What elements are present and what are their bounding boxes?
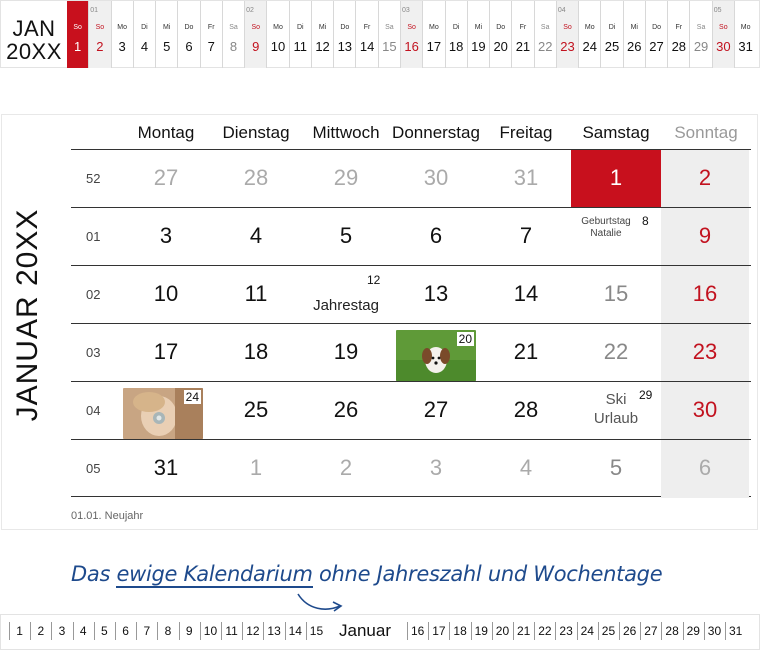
strip-day — [712, 1, 734, 68]
bottom-strip-separator — [534, 622, 535, 640]
strip-date: 1 — [74, 39, 82, 54]
strip-day — [133, 1, 155, 68]
strip-day — [200, 1, 222, 68]
day-number: 9 — [698, 223, 712, 248]
day-number: 14 — [513, 281, 539, 306]
bottom-strip-separator — [577, 622, 578, 640]
day-number: 13 — [423, 281, 449, 306]
strip-weekday: So — [563, 24, 572, 31]
strip-date: 11 — [293, 39, 308, 54]
bottom-strip-day: 18 — [453, 624, 467, 638]
strip-weekday: Fr — [675, 24, 683, 31]
day-number: 5 — [339, 223, 353, 248]
strip-date: 21 — [515, 39, 531, 54]
strip-weekday: Fr — [363, 24, 371, 31]
bottom-strip-separator — [471, 622, 472, 640]
day-cell — [481, 150, 571, 208]
strip-day — [111, 1, 133, 68]
day-cell — [391, 150, 481, 208]
day-number: 29 — [333, 165, 359, 190]
bottom-strip-day: 17 — [432, 624, 446, 638]
day-number: 16 — [692, 281, 718, 306]
day-cell — [661, 208, 749, 266]
week-row — [71, 149, 751, 207]
strip-day — [289, 1, 311, 68]
day-cell — [211, 266, 301, 324]
strip-day — [266, 1, 288, 68]
week-number: 01 — [86, 229, 101, 244]
strip-weekday: So — [251, 24, 261, 31]
strip-weekday: So — [407, 24, 416, 31]
strip-date: 16 — [404, 39, 419, 54]
day-cell — [211, 150, 301, 208]
strip-weekday: Mo — [584, 24, 595, 31]
weekday-header: Dienstag — [222, 123, 290, 142]
strip-date: 15 — [382, 39, 397, 54]
day-number: 7 — [519, 223, 533, 248]
month-calendar — [1, 114, 758, 530]
bottom-strip-separator — [704, 622, 705, 640]
bottom-strip-separator — [115, 622, 116, 640]
strip-date: 24 — [582, 39, 597, 54]
strip-weekday: Mo — [117, 24, 128, 31]
strip-weekday: Sa — [385, 24, 394, 31]
bottom-strip-day: 10 — [203, 624, 218, 638]
weekday-header: Sonntag — [674, 123, 738, 142]
bottom-strip-day: 9 — [185, 624, 193, 638]
bottom-strip-separator — [94, 622, 95, 640]
day-cell — [661, 324, 749, 382]
bottom-strip-day: 21 — [517, 624, 531, 638]
bottom-strip-separator — [157, 622, 158, 640]
bottom-strip-separator — [598, 622, 599, 640]
day-number: 4 — [519, 455, 533, 480]
caption-pre: Das — [71, 562, 117, 586]
caption-post: ohne Jahreszahl und Wochentage — [312, 562, 663, 586]
bottom-strip-day: 27 — [644, 624, 658, 638]
strip-day — [155, 1, 177, 68]
bottom-strip-day: 30 — [707, 624, 722, 638]
week-row — [71, 207, 751, 265]
day-cell — [211, 440, 301, 498]
bottom-strip-day: 25 — [601, 624, 616, 638]
strip-weekday: Sa — [229, 24, 238, 31]
strip-weekday: Do — [496, 24, 506, 31]
day-cell — [301, 150, 391, 208]
day-cell — [391, 208, 481, 266]
strip-weekday: Sa — [696, 24, 706, 31]
strip-weekday: Mi — [318, 24, 327, 31]
strip-day — [355, 1, 377, 68]
bottom-strip-separator — [725, 622, 726, 640]
day-cell — [661, 266, 749, 324]
weekday-header: Freitag — [499, 123, 553, 142]
day-number: 21 — [513, 339, 539, 364]
strip-date: 17 — [426, 39, 442, 54]
weekday-header: Montag — [137, 123, 195, 142]
strip-day — [333, 1, 355, 68]
birthday-note — [571, 216, 641, 240]
strip-date: 7 — [207, 39, 215, 54]
bottom-strip-separator — [285, 622, 286, 640]
calendar-grid — [71, 149, 751, 501]
strip-weekday: Do — [652, 24, 662, 31]
strip-day — [734, 1, 756, 68]
week-number: 05 — [86, 461, 101, 476]
strip-date: 2 — [96, 39, 104, 54]
bottom-strip-day: 15 — [309, 624, 324, 638]
strip-weekday: Mi — [630, 24, 638, 31]
day-cell — [571, 440, 661, 498]
strip-date: 12 — [315, 39, 330, 54]
bottom-strip-day: 1 — [16, 624, 23, 638]
strip-day — [600, 1, 622, 68]
day-number: 18 — [243, 339, 269, 364]
bottom-strip-separator — [179, 622, 180, 640]
bottom-strip-day: 31 — [729, 624, 743, 638]
week-row — [71, 439, 751, 497]
week-row — [71, 323, 751, 381]
strip-date: 22 — [537, 39, 553, 54]
day-number: 19 — [333, 339, 359, 364]
strip-day — [623, 1, 645, 68]
day-cell — [481, 266, 571, 324]
dog-photo-day: 20 — [458, 332, 472, 346]
day-cell — [301, 440, 391, 498]
day-number: 31 — [513, 165, 539, 190]
day-number: 6 — [698, 455, 712, 480]
strip-weekday: So — [95, 24, 105, 31]
day-cell — [391, 382, 481, 440]
arrow-icon — [296, 592, 346, 616]
day-cell — [661, 440, 749, 498]
holiday-footnote: 01.01. Neujahr — [71, 510, 144, 522]
calendar-title: JANUAR 20XX — [11, 208, 44, 422]
month-strip — [0, 0, 760, 68]
day-cell — [571, 324, 661, 382]
strip-date: 28 — [671, 39, 687, 54]
strip-week-number: 04 — [557, 7, 566, 14]
strip-day — [534, 1, 556, 68]
bottom-strip-day: 20 — [495, 624, 510, 638]
strip-day — [244, 1, 266, 68]
bottom-strip-separator — [30, 622, 31, 640]
ski-line2: Urlaub — [593, 410, 639, 427]
day-cell — [661, 150, 749, 208]
strip-weekday: Mo — [740, 24, 751, 31]
day-number: 28 — [513, 397, 539, 422]
bottom-strip-separator — [200, 622, 201, 640]
anniversary-day: 12 — [367, 273, 381, 287]
ski-day: 29 — [639, 388, 653, 402]
bottom-strip-day: 22 — [538, 624, 552, 638]
strip-weekday: So — [719, 24, 728, 31]
strip-day — [445, 1, 467, 68]
day-cell — [211, 324, 301, 382]
strip-week-number: 05 — [713, 7, 722, 14]
strip-date: 10 — [270, 39, 286, 54]
bottom-strip-separator — [492, 622, 493, 640]
day-number: 3 — [159, 223, 173, 248]
bottom-strip-day: 11 — [225, 624, 238, 638]
bottom-strip-day: 29 — [686, 624, 700, 638]
bottom-strip-separator — [263, 622, 264, 640]
day-cell — [301, 382, 391, 440]
strip-day — [578, 1, 600, 68]
day-cell — [121, 208, 211, 266]
day-number: 11 — [244, 281, 268, 306]
day-number: 6 — [429, 223, 443, 248]
day-number: 10 — [153, 281, 179, 306]
bottom-strip-day: 7 — [143, 624, 151, 638]
child-photo-day: 24 — [185, 390, 199, 404]
bottom-strip-separator — [407, 622, 408, 640]
bottom-strip-day: 23 — [559, 624, 573, 638]
strip-day — [422, 1, 444, 68]
day-cell — [481, 324, 571, 382]
bottom-strip-day: 14 — [288, 624, 302, 638]
bottom-strip-separator — [242, 622, 243, 640]
strip-label — [5, 17, 63, 63]
weekday-header: Samstag — [582, 123, 650, 142]
strip-day — [467, 1, 489, 68]
day-cell — [211, 382, 301, 440]
day-number: 31 — [153, 455, 179, 480]
bottom-strip-separator — [640, 622, 641, 640]
strip-date: 6 — [185, 39, 193, 54]
week-number: 03 — [86, 345, 101, 360]
strip-week-number: 01 — [90, 7, 99, 14]
bottom-strip-separator — [221, 622, 222, 640]
strip-day — [556, 1, 578, 68]
bottom-strip-separator — [683, 622, 684, 640]
caption-underlined: ewige Kalendarium — [116, 562, 313, 586]
day-number: 15 — [603, 281, 629, 306]
strip-date: 23 — [560, 39, 575, 54]
strip-date: 14 — [359, 39, 375, 54]
strip-day — [400, 1, 422, 68]
strip-date: 8 — [229, 39, 238, 54]
birthday-day: 8 — [642, 214, 649, 228]
strip-day — [311, 1, 333, 68]
day-cell — [391, 266, 481, 324]
week-number: 52 — [86, 171, 101, 186]
day-number: 2 — [698, 165, 712, 190]
strip-date: 29 — [693, 39, 709, 54]
bottom-strip-day: 16 — [411, 624, 425, 638]
bottom-strip-separator — [555, 622, 556, 640]
strip-day — [222, 1, 244, 68]
day-cell — [481, 208, 571, 266]
week-row — [71, 381, 751, 439]
strip-weekday: Sa — [540, 24, 550, 31]
dog-photo — [396, 330, 476, 381]
day-number: 1 — [609, 165, 623, 190]
strip-weekday: Mo — [429, 24, 439, 31]
strip-date: 4 — [140, 39, 149, 54]
week-row — [71, 265, 751, 323]
bottom-strip-day: 28 — [665, 624, 679, 638]
bottom-strip-separator — [136, 622, 137, 640]
bottom-strip-separator — [428, 622, 429, 640]
bottom-strip-separator — [513, 622, 514, 640]
strip-weekday: Di — [141, 24, 148, 31]
day-number: 27 — [423, 397, 449, 422]
bottom-strip-separator — [306, 622, 307, 640]
strip-date: 5 — [163, 39, 171, 54]
day-number: 4 — [249, 223, 263, 248]
strip-date: 30 — [716, 39, 731, 54]
strip-day — [689, 1, 711, 68]
bottom-strip-day: 19 — [474, 624, 488, 638]
ski-line1: Ski — [605, 391, 627, 408]
day-number: 2 — [339, 455, 353, 480]
day-number: 1 — [249, 455, 263, 480]
day-cell — [301, 208, 391, 266]
day-number: 5 — [609, 455, 623, 480]
strip-weekday: So — [73, 24, 82, 31]
day-cell — [121, 324, 211, 382]
anniversary-note: Jahrestag — [313, 297, 379, 314]
bottom-strip-day: 8 — [164, 624, 172, 638]
strip-weekday: Mo — [273, 24, 283, 31]
bottom-strip-day: 26 — [623, 624, 637, 638]
bottom-strip-day: 12 — [246, 624, 260, 638]
birthday-line1: Geburtstag — [581, 216, 631, 227]
weekday-header: Donnerstag — [392, 123, 480, 142]
bottom-strip-separator — [73, 622, 74, 640]
weekday-header: Mittwoch — [312, 123, 380, 142]
strip-date: 19 — [471, 39, 486, 54]
strip-weekday: Fr — [207, 24, 215, 31]
strip-weekday: Mi — [474, 24, 483, 31]
week-number: 02 — [86, 287, 101, 302]
strip-weekday: Fr — [519, 24, 527, 31]
strip-date: 13 — [337, 39, 353, 54]
day-cell — [301, 324, 391, 382]
birthday-line2: Natalie — [590, 228, 622, 239]
strip-date: 18 — [448, 39, 464, 54]
day-cell — [661, 382, 749, 440]
bottom-strip-day: 5 — [101, 624, 108, 638]
day-cell — [121, 266, 211, 324]
bottom-strip-separator — [619, 622, 620, 640]
bottom-strip-separator — [9, 622, 10, 640]
week-number: 04 — [86, 403, 101, 418]
day-number: 17 — [153, 339, 179, 364]
day-cell — [391, 440, 481, 498]
day-number: 30 — [423, 165, 449, 190]
bottom-strip-separator — [449, 622, 450, 640]
day-number: 3 — [429, 455, 443, 480]
strip-year: 20XX — [6, 39, 62, 64]
strip-day — [67, 1, 88, 68]
strip-weekday: Do — [340, 24, 350, 31]
day-cell — [121, 150, 211, 208]
strip-day — [511, 1, 533, 68]
day-number: 22 — [603, 339, 629, 364]
strip-days — [67, 1, 756, 68]
day-cell — [121, 440, 211, 498]
strip-date: 27 — [649, 39, 664, 54]
caption — [71, 562, 662, 586]
bottom-strip-month: Januar — [339, 621, 391, 640]
strip-week-number: 02 — [246, 7, 254, 14]
day-number: 25 — [243, 397, 269, 422]
strip-weekday: Di — [608, 24, 616, 31]
bottom-strip-day: 24 — [580, 624, 594, 638]
day-cell — [481, 440, 571, 498]
day-cell — [571, 150, 661, 208]
strip-date: 25 — [604, 39, 620, 54]
bottom-strip-day: 2 — [37, 624, 45, 638]
strip-weekday: Mi — [163, 24, 171, 31]
strip-day — [177, 1, 199, 68]
day-cell — [571, 266, 661, 324]
bottom-strip-separator — [661, 622, 662, 640]
strip-week-number: 03 — [401, 7, 410, 14]
strip-date: 9 — [252, 39, 260, 54]
strip-day — [667, 1, 689, 68]
bottom-strip-day: 4 — [79, 624, 87, 638]
bottom-strip — [0, 614, 760, 650]
day-cell — [211, 208, 301, 266]
strip-date: 20 — [493, 39, 508, 54]
strip-weekday: Di — [296, 24, 304, 31]
strip-date: 26 — [627, 39, 642, 54]
strip-day — [645, 1, 667, 68]
day-number: 23 — [692, 339, 718, 364]
day-number: 30 — [692, 397, 718, 422]
strip-weekday: Do — [184, 24, 194, 31]
strip-weekday: Di — [452, 24, 460, 31]
bottom-strip-day: 3 — [58, 624, 66, 638]
strip-day — [378, 1, 400, 68]
day-number: 27 — [153, 165, 179, 190]
bottom-strip-separator — [51, 622, 52, 640]
bottom-strip-day: 6 — [122, 624, 129, 638]
strip-date: 3 — [118, 39, 126, 54]
day-number: 28 — [243, 165, 269, 190]
day-cell — [481, 382, 571, 440]
strip-day — [489, 1, 511, 68]
strip-day — [88, 1, 110, 68]
strip-month: JAN — [12, 16, 56, 41]
bottom-strip-day: 13 — [267, 624, 281, 638]
strip-date: 31 — [738, 39, 753, 54]
child-photo — [123, 388, 203, 439]
day-number: 26 — [333, 397, 359, 422]
